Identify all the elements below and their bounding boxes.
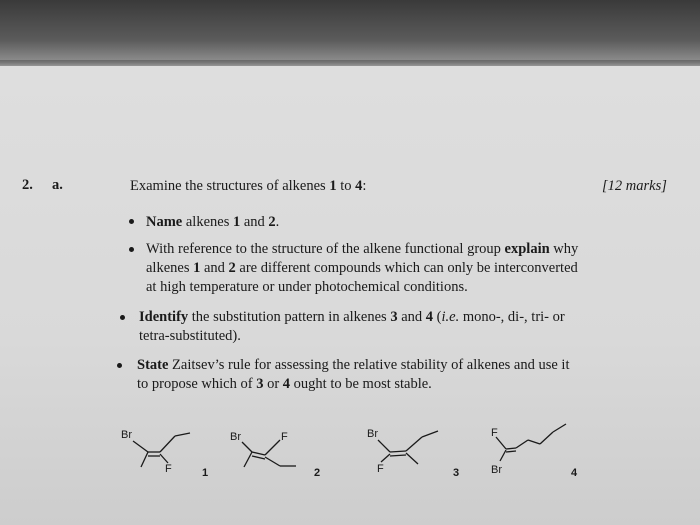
italic-ie: i.e. bbox=[441, 309, 460, 325]
text: to propose which of bbox=[137, 376, 257, 392]
structure-1-atom-f: F bbox=[165, 463, 172, 475]
text: Zaitsev’s rule for assessing the relative stability of alkenes and use it bbox=[168, 357, 570, 373]
bold-verb-explain: explain bbox=[504, 241, 550, 257]
structure-3-atom-br: Br bbox=[367, 428, 378, 440]
structure-3-label: 3 bbox=[453, 467, 460, 479]
structure-4-bonds bbox=[496, 424, 566, 461]
structure-1-label: 1 bbox=[202, 467, 209, 479]
structure-1-bonds bbox=[133, 433, 190, 467]
structure-1-atom-br: Br bbox=[121, 429, 132, 441]
structure-4-label: 4 bbox=[571, 467, 578, 479]
marks-label: [12 marks] bbox=[602, 178, 667, 194]
text: mono-, di-, tri- or bbox=[459, 309, 565, 325]
structure-3-bonds bbox=[378, 431, 438, 464]
structure-4-atom-br: Br bbox=[491, 464, 502, 476]
stem-alkene-1: 1 bbox=[329, 178, 337, 194]
question-number: 2. bbox=[22, 177, 33, 193]
bold-verb-identify: Identify bbox=[139, 309, 189, 325]
bullet-2-line-3: at high temperature or under photochemical conditions. bbox=[146, 279, 468, 295]
alkene-ref: 1 bbox=[232, 214, 241, 230]
structure-3-atom-f: F bbox=[377, 463, 384, 475]
alkene-ref: 4 bbox=[282, 376, 291, 392]
stem-alkene-4: 4 bbox=[355, 178, 363, 194]
text: . bbox=[275, 214, 280, 230]
text: why bbox=[549, 241, 579, 257]
text: the substitution pattern in alkenes bbox=[188, 309, 391, 325]
text: ought to be most stable. bbox=[290, 376, 432, 392]
bold-verb-name: Name bbox=[146, 214, 183, 230]
text: and bbox=[200, 260, 229, 276]
bold-verb-state: State bbox=[137, 357, 169, 373]
alkene-ref: 3 bbox=[390, 309, 398, 325]
structure-2-bonds bbox=[242, 440, 296, 467]
structure-4-atom-f: F bbox=[491, 427, 498, 439]
text: and bbox=[397, 309, 426, 325]
text: alkenes bbox=[182, 214, 233, 230]
alkene-ref: 3 bbox=[256, 376, 264, 392]
alkene-ref: 2 bbox=[268, 214, 276, 230]
text: alkenes bbox=[146, 260, 194, 276]
alkene-ref: 1 bbox=[193, 260, 201, 276]
bullet-3-line-2: tetra-substituted). bbox=[139, 328, 241, 344]
text: and bbox=[240, 214, 269, 230]
stem-colon: : bbox=[362, 178, 367, 194]
alkene-ref: 4 bbox=[425, 309, 434, 325]
text: ( bbox=[433, 309, 442, 325]
alkene-ref: 2 bbox=[228, 260, 236, 276]
structure-2-atom-br: Br bbox=[230, 431, 241, 443]
stem-text: Examine the structures of alkenes bbox=[130, 178, 330, 194]
question-part: a. bbox=[52, 177, 63, 193]
text: or bbox=[263, 376, 283, 392]
text: With reference to the structure of the alkene functional group bbox=[146, 241, 505, 257]
structure-2-atom-f: F bbox=[281, 431, 288, 443]
structure-2-label: 2 bbox=[314, 467, 321, 479]
stem-text-to: to bbox=[336, 178, 356, 194]
text: are different compounds which can only be interconverted bbox=[235, 260, 578, 276]
